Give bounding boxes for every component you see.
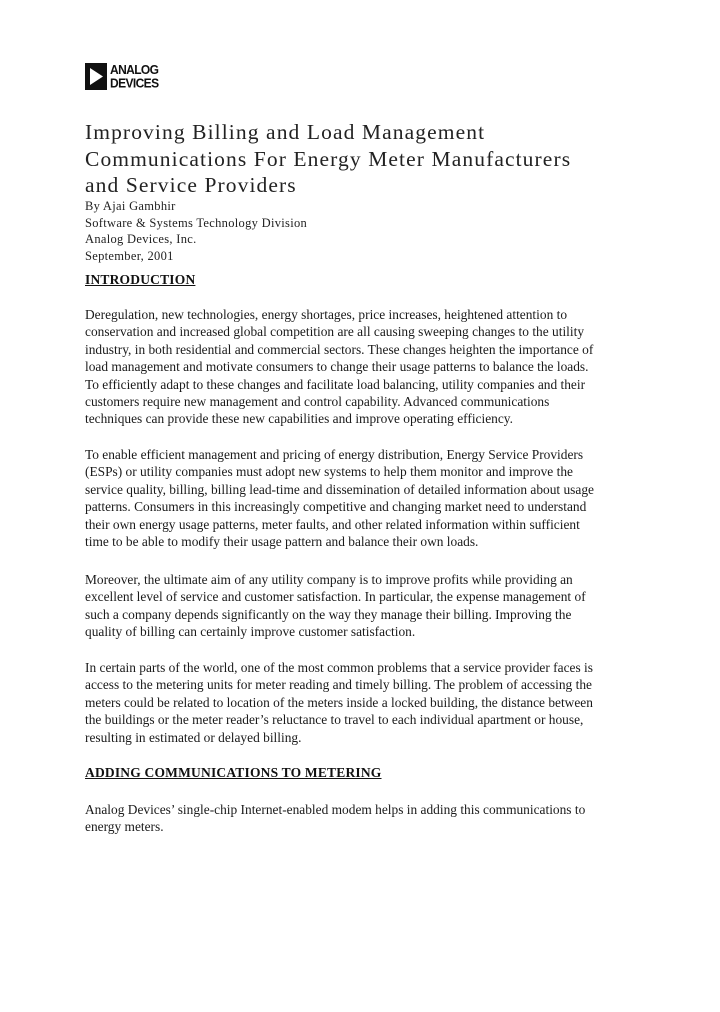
paragraph bbox=[85, 801, 630, 836]
paragraph-line: energy meters. bbox=[85, 819, 164, 835]
byline bbox=[85, 198, 307, 265]
paragraph-line: industry, in both residential and commercial sectors. These changes heighten the importance of bbox=[85, 341, 594, 357]
section-heading-introduction: INTRODUCTION bbox=[85, 272, 196, 287]
paragraph-line: To efficiently adapt to these changes and facilitate load balancing, utility companies and their bbox=[85, 376, 586, 392]
logo-wordmark bbox=[110, 63, 158, 89]
paragraph-line: Moreover, the ultimate aim of any utility company is to improve profits while providing an bbox=[85, 572, 573, 587]
paragraph-line: patterns. Consumers in this increasingly competitive and changing market need to understand bbox=[85, 499, 587, 515]
paragraph bbox=[85, 306, 630, 428]
paragraph-line: time to be able to modify their usage pattern and balance their own loads. bbox=[85, 534, 479, 550]
logo-line-1: ANALOG bbox=[110, 62, 159, 78]
author: By Ajai Gambhir bbox=[85, 199, 176, 213]
section-heading-adding-communications: ADDING COMMUNICATIONS TO METERING bbox=[85, 765, 382, 780]
division: Software & Systems Technology Division bbox=[85, 215, 308, 230]
paragraph-line: access to the metering units for meter reading and timely billing. The problem of accessing the bbox=[85, 677, 592, 693]
paragraph bbox=[85, 446, 630, 550]
company: Analog Devices, Inc. bbox=[85, 232, 197, 247]
paragraph-line: conservation and increased global competition are all causing sweeping changes to the utility bbox=[85, 324, 585, 340]
triangle-logo-icon bbox=[85, 63, 107, 90]
paragraph-line: service quality, billing, billing lead-time and dissemination of detailed information about usage bbox=[85, 481, 594, 497]
paragraph-line: meters could be related to location of the meters inside a locked building, the distance between bbox=[85, 694, 593, 710]
date: September, 2001 bbox=[85, 249, 174, 264]
paragraph-line: techniques can provide these new capabilities and improve operating efficiency. bbox=[85, 411, 513, 427]
paragraph-line: customers require new management and control capability. Advanced communications bbox=[85, 394, 550, 410]
paragraph-line: (ESPs) or utility companies must adopt new systems to help them monitor and improve the bbox=[85, 464, 573, 480]
paragraph-line: In certain parts of the world, one of the most common problems that a service provider faces is bbox=[85, 660, 593, 675]
analog-devices-logo bbox=[85, 63, 158, 90]
paragraph-line: their own energy usage patterns, meter faults, and other related information within sufficient bbox=[85, 516, 580, 532]
paragraph-line: Analog Devices’ single-chip Internet-enabled modem helps in adding this communications to bbox=[85, 802, 586, 817]
paragraph-line: resulting in estimated or delayed billing. bbox=[85, 729, 302, 745]
paragraph-line: the buildings or the meter reader’s reluctance to travel to each individual apartment or house, bbox=[85, 712, 584, 728]
paragraph bbox=[85, 659, 630, 746]
title-line: Communications For Energy Meter Manufacturers bbox=[85, 146, 572, 171]
paragraph bbox=[85, 571, 630, 641]
title-line: and Service Providers bbox=[85, 173, 297, 197]
paragraph-line: excellent level of service and customer satisfaction. In particular, the expense management of bbox=[85, 589, 586, 605]
paragraph-line: quality of billing can certainly improve customer satisfaction. bbox=[85, 624, 416, 640]
logo-line-2: DEVICES bbox=[110, 75, 159, 91]
paragraph-line: such a company depends significantly on the way they manage their billing. Improving the bbox=[85, 606, 572, 622]
paragraph-line: load management and motivate consumers to change their usage patterns to balance the loads. bbox=[85, 359, 589, 375]
paragraph-line: To enable efficient management and pricing of energy distribution, Energy Service Providers bbox=[85, 447, 584, 462]
document-title bbox=[85, 119, 645, 199]
paragraph-line: Deregulation, new technologies, energy shortages, price increases, heightened attention to bbox=[85, 307, 568, 322]
title-line: Improving Billing and Load Management bbox=[85, 120, 486, 144]
